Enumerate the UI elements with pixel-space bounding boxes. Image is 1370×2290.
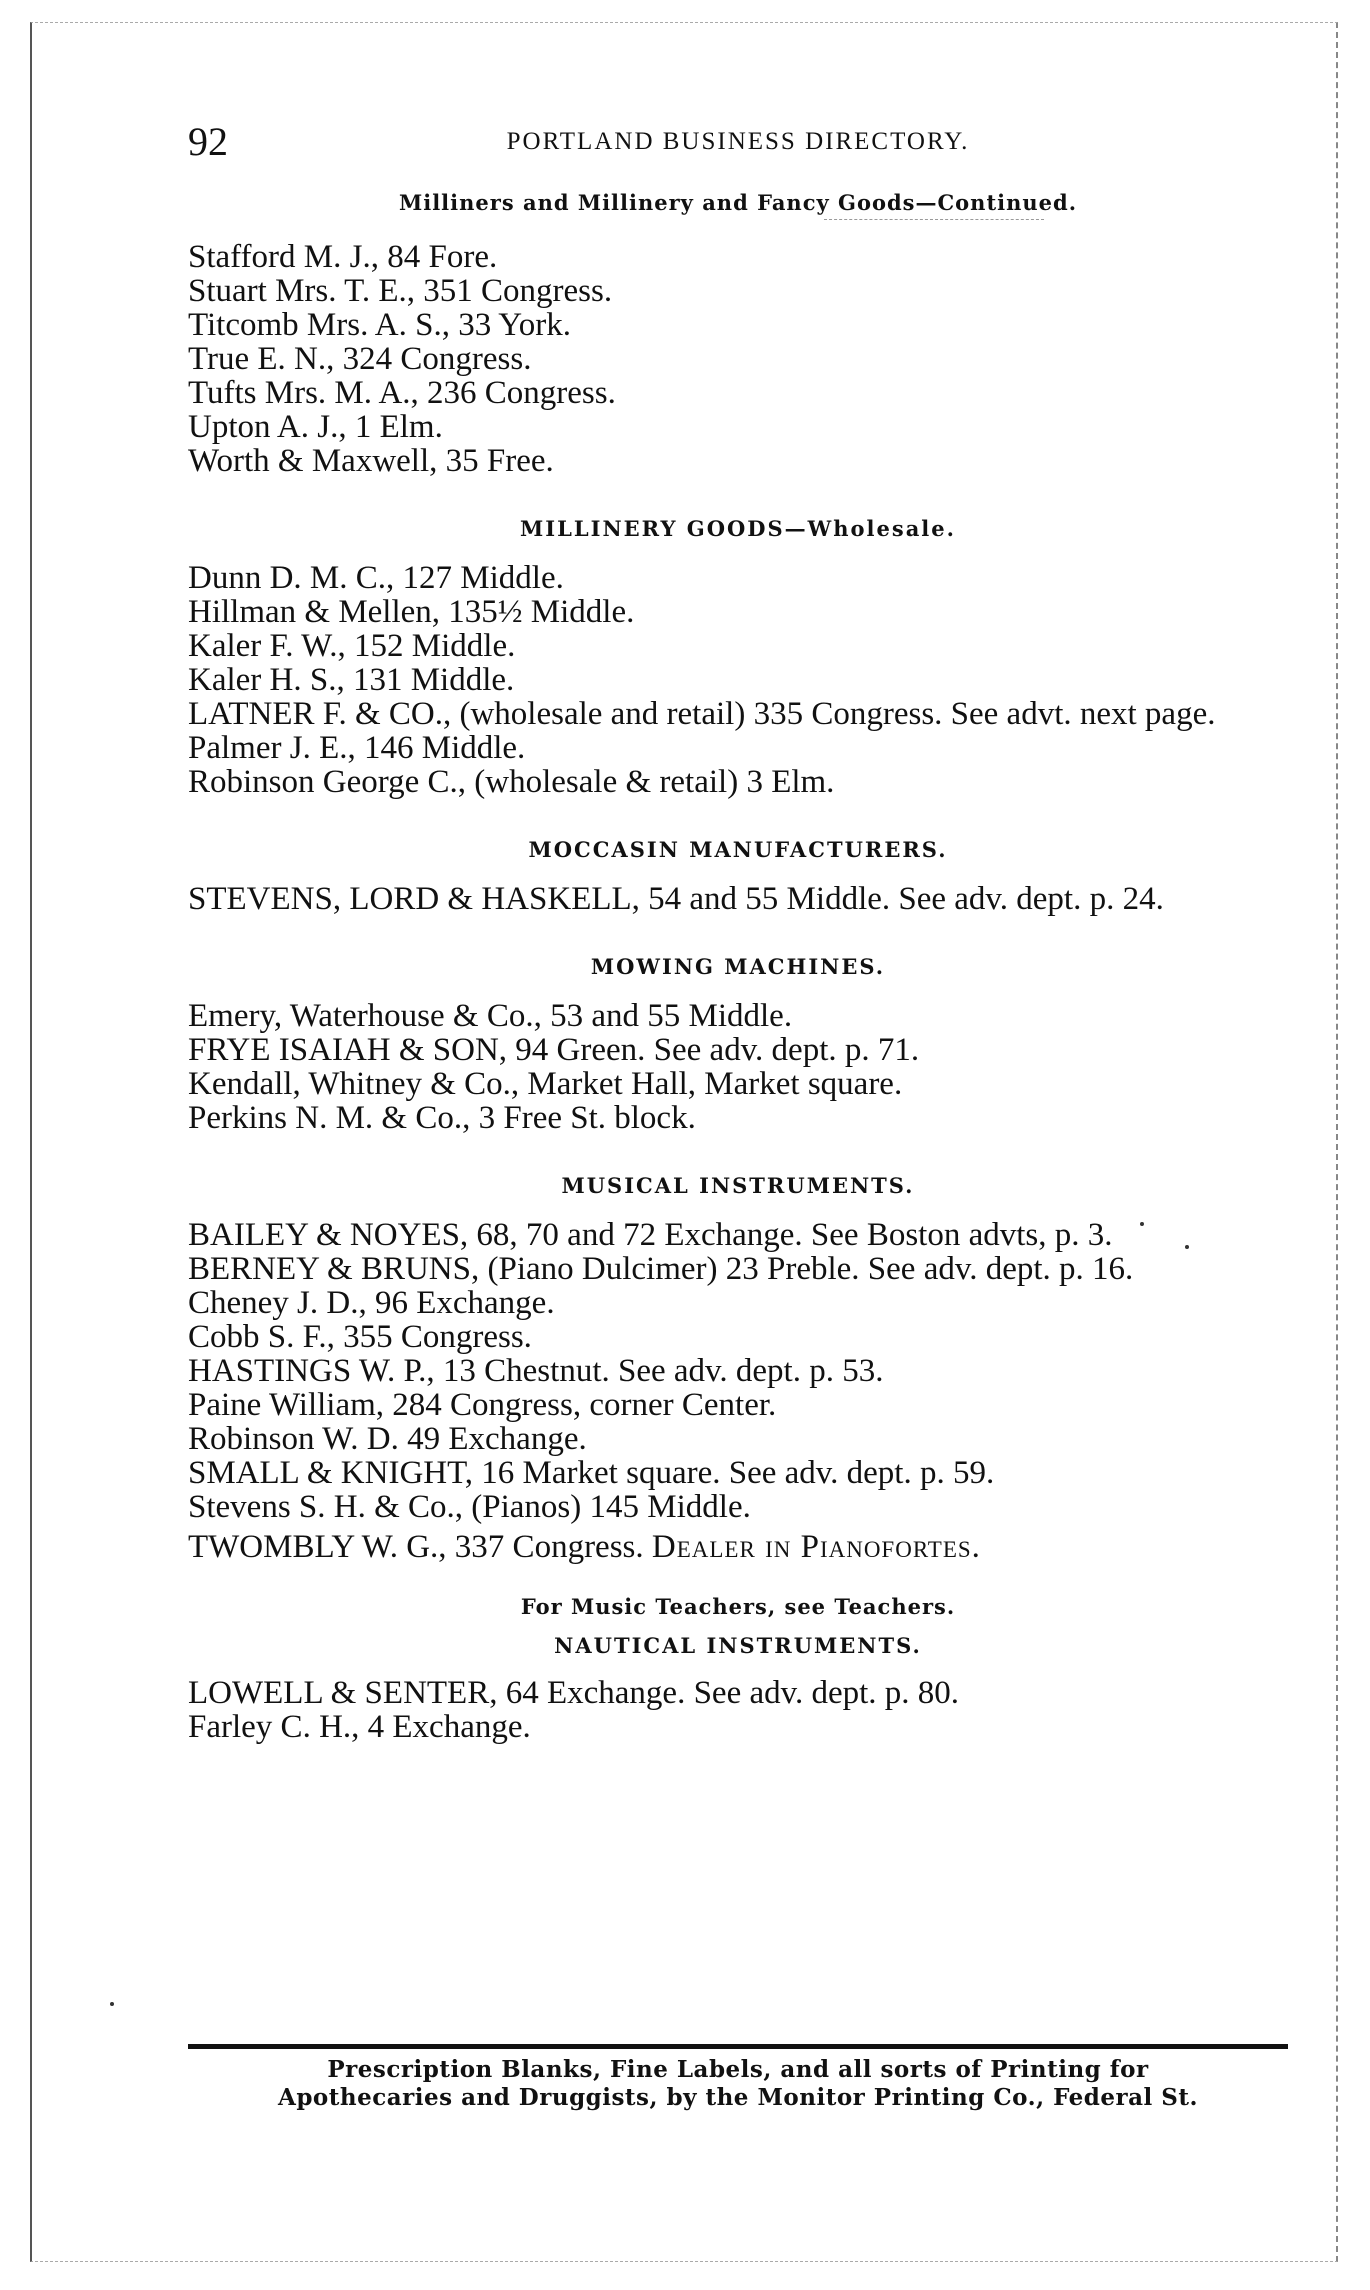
list-item: Palmer J. E., 146 Middle. [188, 730, 526, 766]
page-title: PORTLAND BUSINESS DIRECTORY. [506, 128, 970, 155]
scan-speck [110, 2002, 114, 2006]
running-head [188, 118, 1288, 168]
list-item: Worth & Maxwell, 35 Free. [188, 443, 554, 479]
list-item: Stuart Mrs. T. E., 351 Congress. [188, 273, 613, 309]
scan-speck [1185, 1245, 1189, 1249]
list-item: Robinson George C., (wholesale & retail) 3 Elm. [188, 764, 835, 800]
section-heading-milliners: Milliners and Millinery and Fancy Goods—Continued. [398, 190, 1078, 215]
list-item: BAILEY & NOYES, 68, 70 and 72 Exchange. See Boston advts, p. 3. [188, 1217, 1113, 1253]
list-item-twombly [188, 1530, 1288, 1564]
list-item: SMALL & KNIGHT, 16 Market square. See adv. dept. p. 59. [188, 1455, 995, 1491]
footer-divider [188, 2044, 1288, 2049]
section-nautical-instruments [188, 1676, 1288, 1744]
list-item: Dunn D. M. C., 127 Middle. [188, 560, 564, 596]
cross-reference: For Music Teachers, see Teachers. [520, 1594, 956, 1619]
list-item: Upton A. J., 1 Elm. [188, 409, 443, 445]
section-heading-nautical-instruments: NAUTICAL INSTRUMENTS. [554, 1633, 922, 1658]
list-item: Stafford M. J., 84 Fore. [188, 239, 498, 275]
list-item: Emery, Waterhouse & Co., 53 and 55 Middle. [188, 998, 793, 1034]
section-moccasin [188, 882, 1288, 916]
footer-line: Prescription Blanks, Fine Labels, and all sorts of Printing for [327, 2056, 1149, 2083]
list-item: FRYE ISAIAH & SON, 94 Green. See adv. dept. p. 71. [188, 1032, 920, 1068]
footer-line: Apothecaries and Druggists, by the Monitor Printing Co., Federal St. [277, 2084, 1199, 2111]
list-item: HASTINGS W. P., 13 Chestnut. See adv. dept. p. 53. [188, 1353, 884, 1389]
section-musical-instruments [188, 1218, 1288, 1564]
list-item: LOWELL & SENTER, 64 Exchange. See adv. dept. p. 80. [188, 1675, 960, 1711]
section-heading-moccasin: MOCCASIN MANUFACTURERS. [528, 837, 948, 862]
list-item: LATNER F. & CO., (wholesale and retail) 335 Congress. See advt. next page. [188, 696, 1216, 732]
section-heading-musical-instruments: MUSICAL INSTRUMENTS. [561, 1173, 915, 1198]
list-item: Stevens S. H. & Co., (Pianos) 145 Middle. [188, 1489, 751, 1525]
list-item: Tufts Mrs. M. A., 236 Congress. [188, 375, 616, 411]
list-item: True E. N., 324 Congress. [188, 341, 532, 377]
list-item: Paine William, 284 Congress, corner Center. [188, 1387, 777, 1423]
list-item: Robinson W. D. 49 Exchange. [188, 1421, 587, 1457]
list-item: Kendall, Whitney & Co., Market Hall, Market square. [188, 1066, 903, 1102]
page-number: 92 [188, 119, 228, 164]
list-item: Perkins N. M. & Co., 3 Free St. block. [188, 1100, 696, 1136]
section-mowing-machines [188, 999, 1288, 1135]
section-millinery-goods [188, 561, 1288, 799]
entry-note: Dealer in Pianofortes. [651, 1529, 981, 1565]
entry-name: TWOMBLY W. G., 337 Congress. [188, 1529, 652, 1565]
list-item: Kaler H. S., 131 Middle. [188, 662, 515, 698]
footer-advertisement [188, 2056, 1288, 2112]
list-item: STEVENS, LORD & HASKELL, 54 and 55 Middle. See adv. dept. p. 24. [188, 881, 1164, 917]
list-item: Farley C. H., 4 Exchange. [188, 1709, 531, 1745]
list-item: Cheney J. D., 96 Exchange. [188, 1285, 555, 1321]
list-item: BERNEY & BRUNS, (Piano Dulcimer) 23 Preble. See adv. dept. p. 16. [188, 1251, 1134, 1287]
divider [824, 219, 1044, 220]
section-heading-millinery-goods: MILLINERY GOODS—Wholesale. [520, 516, 956, 541]
section-heading-mowing-machines: MOWING MACHINES. [590, 954, 886, 979]
section-milliners [188, 219, 1288, 478]
list-item: Cobb S. F., 355 Congress. [188, 1319, 532, 1355]
list-item: Hillman & Mellen, 135½ Middle. [188, 594, 635, 630]
list-item: Titcomb Mrs. A. S., 33 York. [188, 307, 571, 343]
page-content [188, 118, 1288, 1744]
scan-speck [1140, 1222, 1144, 1226]
list-item: Kaler F. W., 152 Middle. [188, 628, 516, 664]
